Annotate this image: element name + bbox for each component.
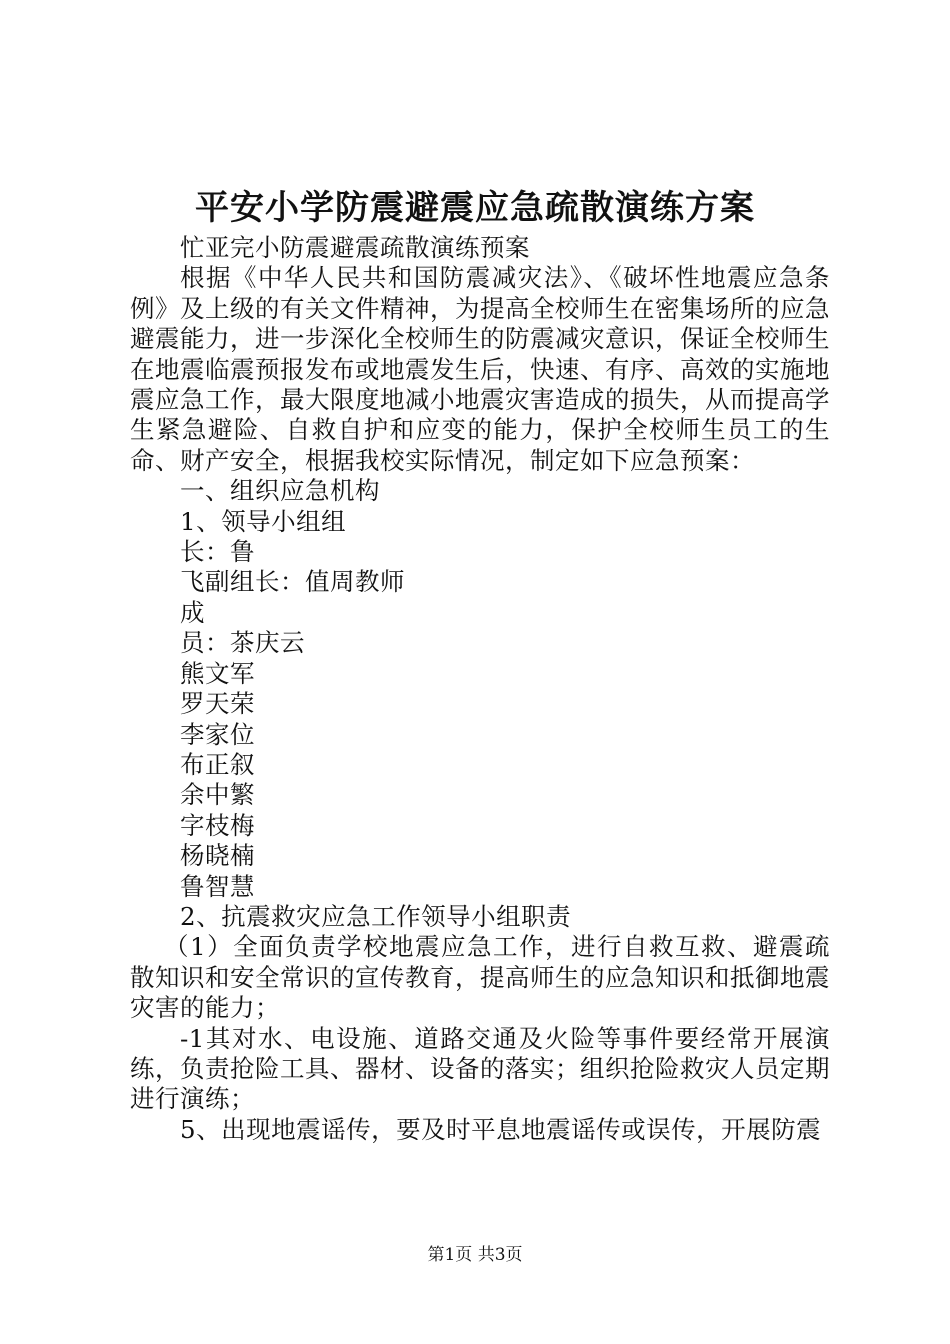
member-name: 余中繁 xyxy=(180,780,255,810)
member-name: 字枝梅 xyxy=(180,810,255,840)
subsection-heading-1: 1、领导小组组 xyxy=(180,506,347,536)
page-footer: 第1页 共3页 xyxy=(427,1245,523,1265)
document-body xyxy=(130,233,830,1145)
members-label-line: 成 xyxy=(180,597,205,627)
member-name: 布正叙 xyxy=(180,749,255,779)
section-heading-1: 一、组织应急机构 xyxy=(180,476,380,506)
members-first-line: 员：茶庆云 xyxy=(180,628,305,658)
duty-paragraph-5: 5、出现地震谣传，要及时平息地震谣传或误传，开展防震 xyxy=(180,1114,822,1144)
document-title: 平安小学防震避震应急疏散演练方案 xyxy=(195,188,755,228)
leader-line: 长：鲁 xyxy=(180,537,255,567)
duty-paragraph-2: -1其对水、电设施、道路交通及火险等事件要经常开展演练，负责抢险工具、器材、设备的落实；组织抢险救灾人员定期进行演练； xyxy=(130,1023,830,1114)
member-name: 罗天荣 xyxy=(180,689,255,719)
duty-paragraph-1: （1）全面负责学校地震应急工作，进行自救互救、避震疏散知识和安全常识的宣传教育，提高师生的应急知识和抵御地震灾害的能力； xyxy=(130,932,830,1023)
member-name: 李家位 xyxy=(180,719,255,749)
member-name: 鲁智慧 xyxy=(180,871,255,901)
subsection-heading-2: 2、抗震救灾应急工作领导小组职责 xyxy=(180,901,572,931)
deputy-line: 飞副组长：值周教师 xyxy=(180,567,405,597)
intro-paragraph: 根据《中华人民共和国防震减灾法》、《破坏性地震应急条例》及上级的有关文件精神，为提高全校师生在密集场所的应急避震能力，进一步深化全校师生的防震减灾意识，保证全校师生在地震临震预报发布或地震发生后，快速、有序、高效的实施地震应急工作，最大限度地减小地震灾害造成的损失，从而提高学生紧急避险、自救自护和应变的能力，保护全校师生员工的生命、财产安全，根据我校实际情况，制定如下应急预案： xyxy=(130,263,830,475)
member-name: 熊文军 xyxy=(180,658,255,688)
subtitle: 忙亚完小防震避震疏散演练预案 xyxy=(180,233,530,262)
member-name: 杨晓楠 xyxy=(180,841,255,871)
